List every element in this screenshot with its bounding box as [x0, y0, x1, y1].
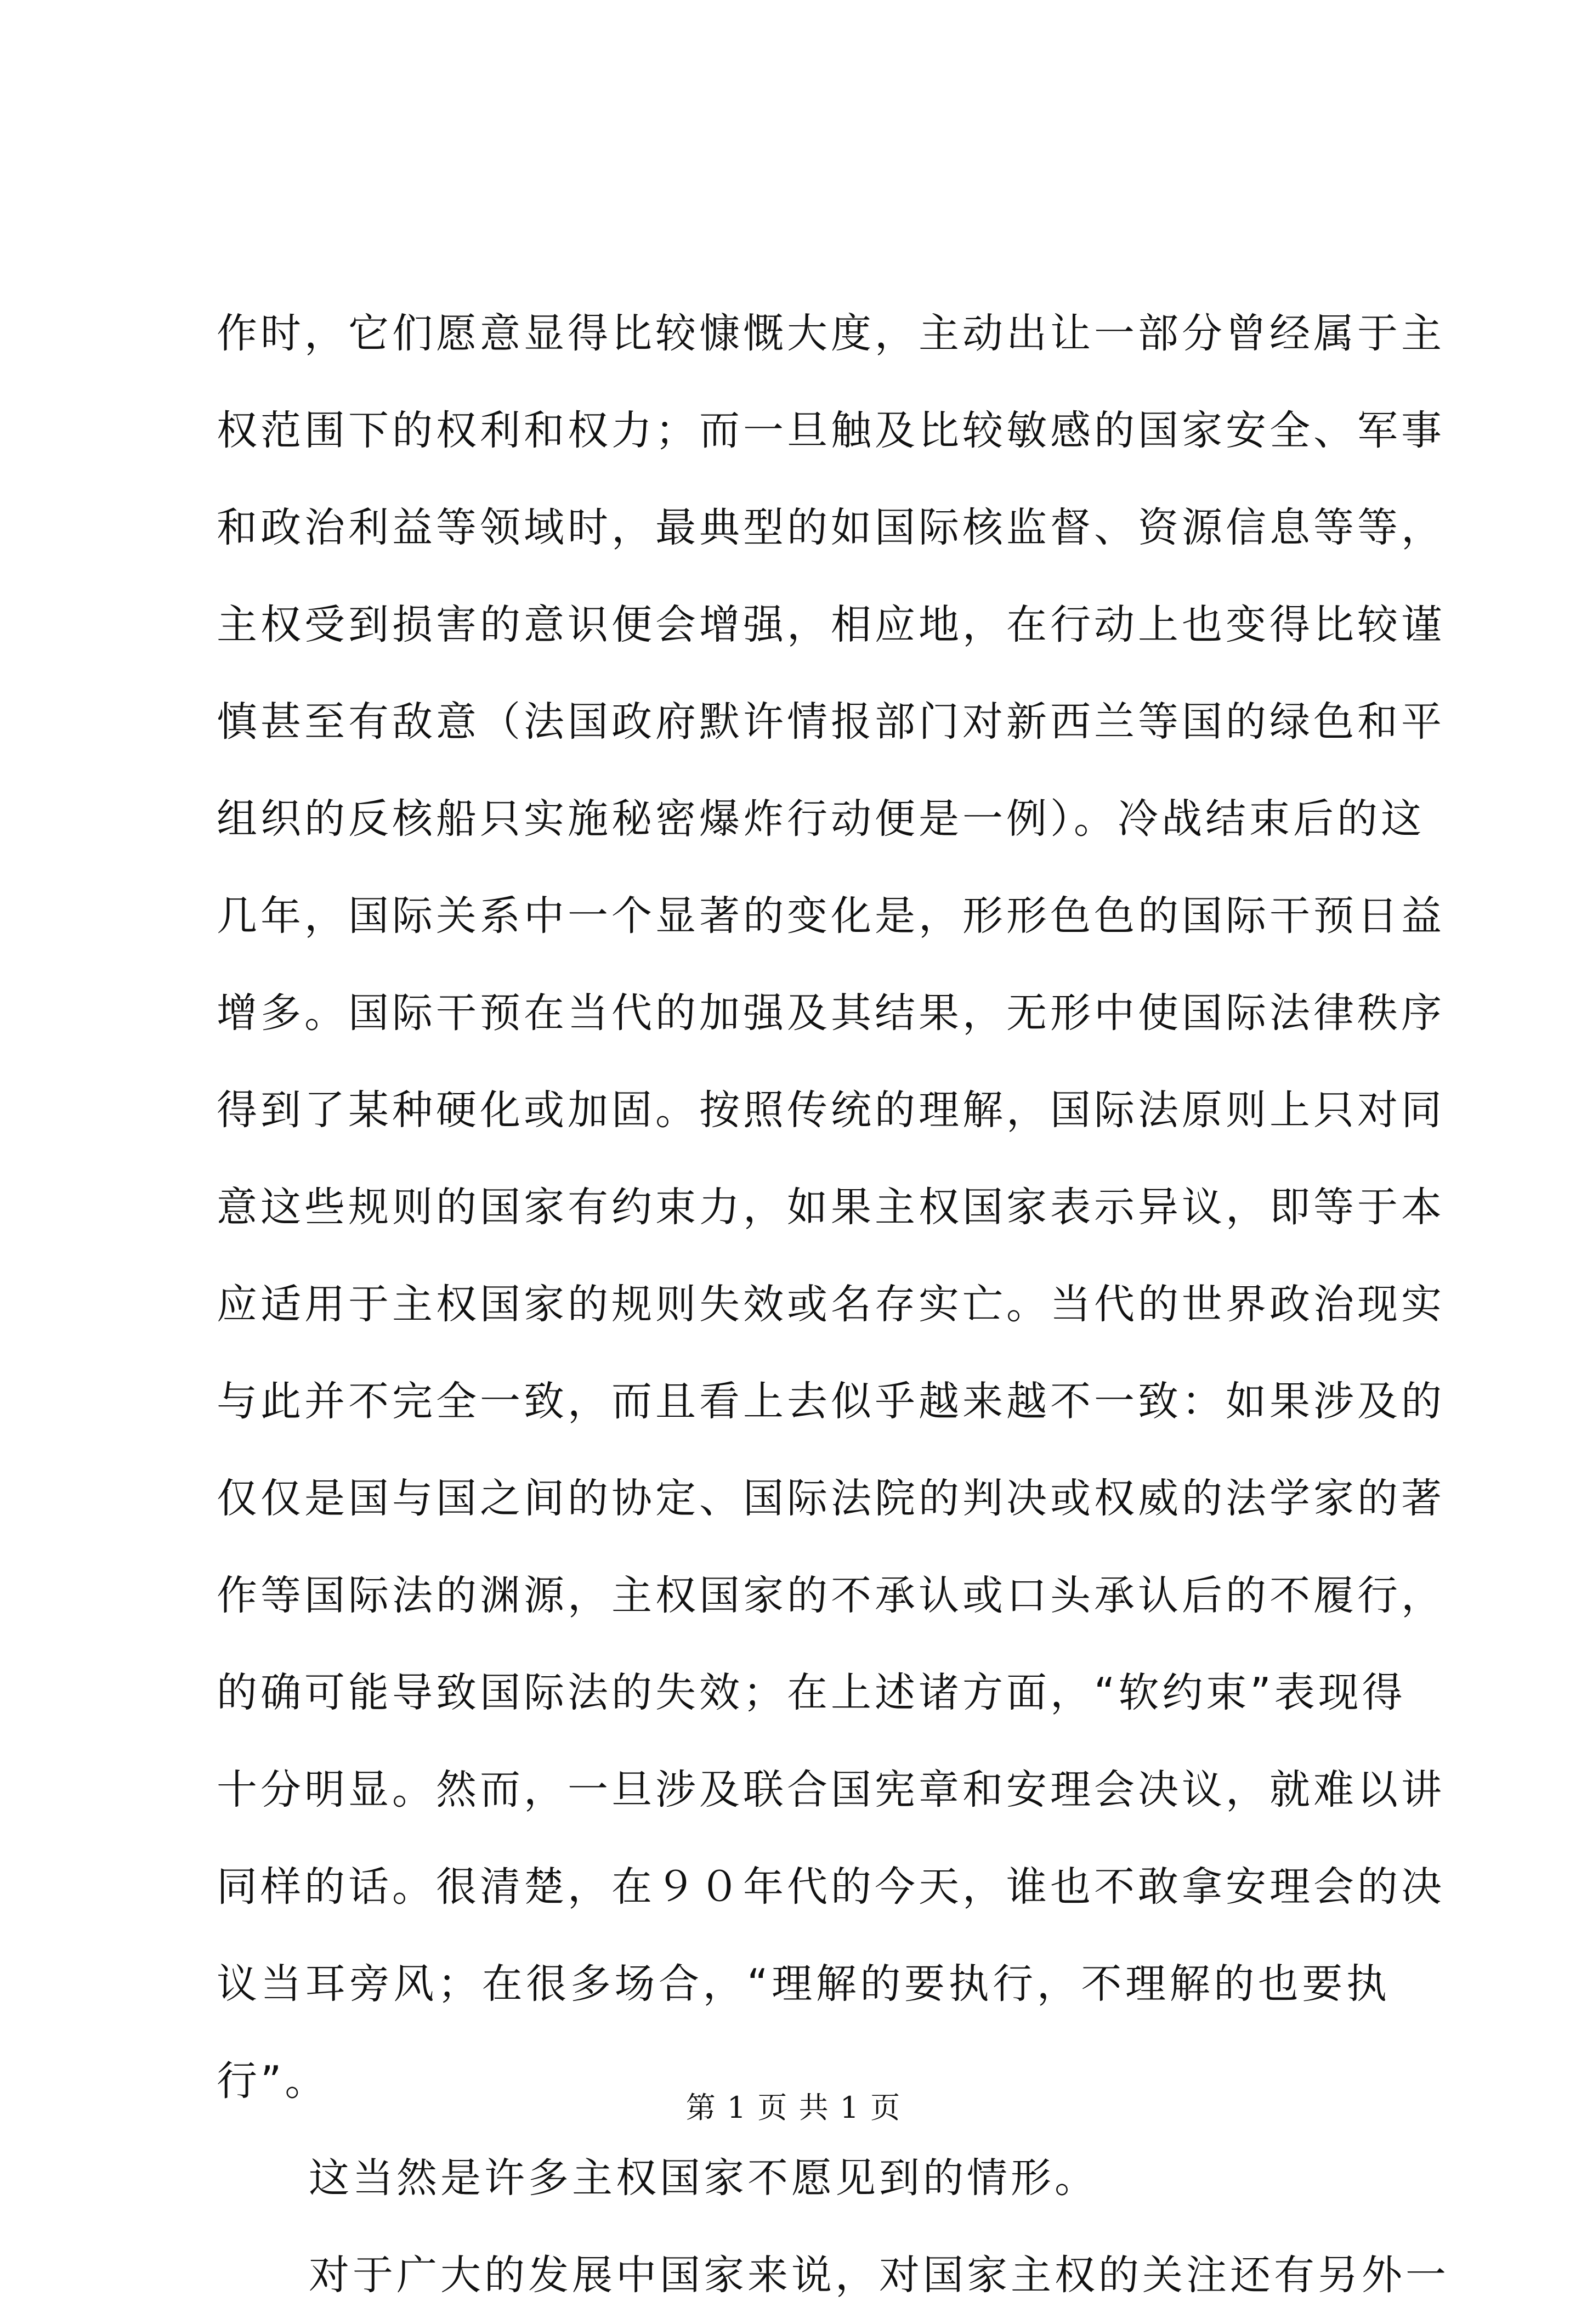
text-line: 行”。 — [217, 2057, 329, 2105]
text-line: 和政治利益等领域时，最典型的如国际核监督、资源信息等等， — [217, 504, 1445, 551]
text-line: 的确可能导致国际法的失效；在上述诸方面，“软约束”表现得 — [217, 1669, 1406, 1716]
text-line: 增多。国际干预在当代的加强及其结果，无形中使国际法律秩序 — [217, 989, 1445, 1037]
text-line: 仅仅是国与国之间的协定、国际法院的判决或权威的法学家的著 — [217, 1475, 1445, 1522]
text-line: 作时，它们愿意显得比较慷慨大度，主动出让一部分曾经属于主 — [217, 310, 1445, 357]
document-body — [217, 285, 1449, 2324]
text-line: 作等国际法的渊源，主权国家的不承认或口头承认后的不履行， — [217, 1572, 1445, 1619]
paragraph-3: 对于广大的发展中国家来说，对国家主权的关注还有另外一 — [309, 2252, 1449, 2299]
text-line: 权范围下的权利和权力；而一旦触及比较敏感的国家安全、军事 — [217, 407, 1445, 454]
text-line: 同样的话。很清楚，在９０年代的今天，谁也不敢拿安理会的决 — [217, 1863, 1445, 1910]
text-line: 应适用于主权国家的规则失效或名存实亡。当代的世界政治现实 — [217, 1281, 1445, 1328]
text-line: 几年，国际关系中一个显著的变化是，形形色色的国际干预日益 — [217, 892, 1445, 940]
text-line: 议当耳旁风；在很多场合，“理解的要执行，不理解的也要执 — [217, 1960, 1390, 2008]
page-footer: 第 1 页 共 1 页 — [685, 2090, 902, 2125]
text-line: 慎甚至有敌意（法国政府默许情报部门对新西兰等国的绿色和平 — [217, 698, 1445, 745]
text-line: 十分明显。然而，一旦涉及联合国宪章和安理会决议，就难以讲 — [217, 1766, 1445, 1813]
text-line: 主权受到损害的意识便会增强，相应地，在行动上也变得比较谨 — [217, 601, 1445, 648]
paragraph-2: 这当然是许多主权国家不愿见到的情形。 — [309, 2155, 1098, 2202]
text-line: 与此并不完全一致，而且看上去似乎越来越不一致：如果涉及的 — [217, 1378, 1445, 1425]
text-line: 组织的反核船只实施秘密爆炸行动便是一例）。冷战结束后的这 — [217, 795, 1425, 842]
text-line: 意这些规则的国家有约束力，如果主权国家表示异议，即等于本 — [217, 1184, 1445, 1231]
text-line: 得到了某种硬化或加固。按照传统的理解，国际法原则上只对同 — [217, 1087, 1445, 1134]
